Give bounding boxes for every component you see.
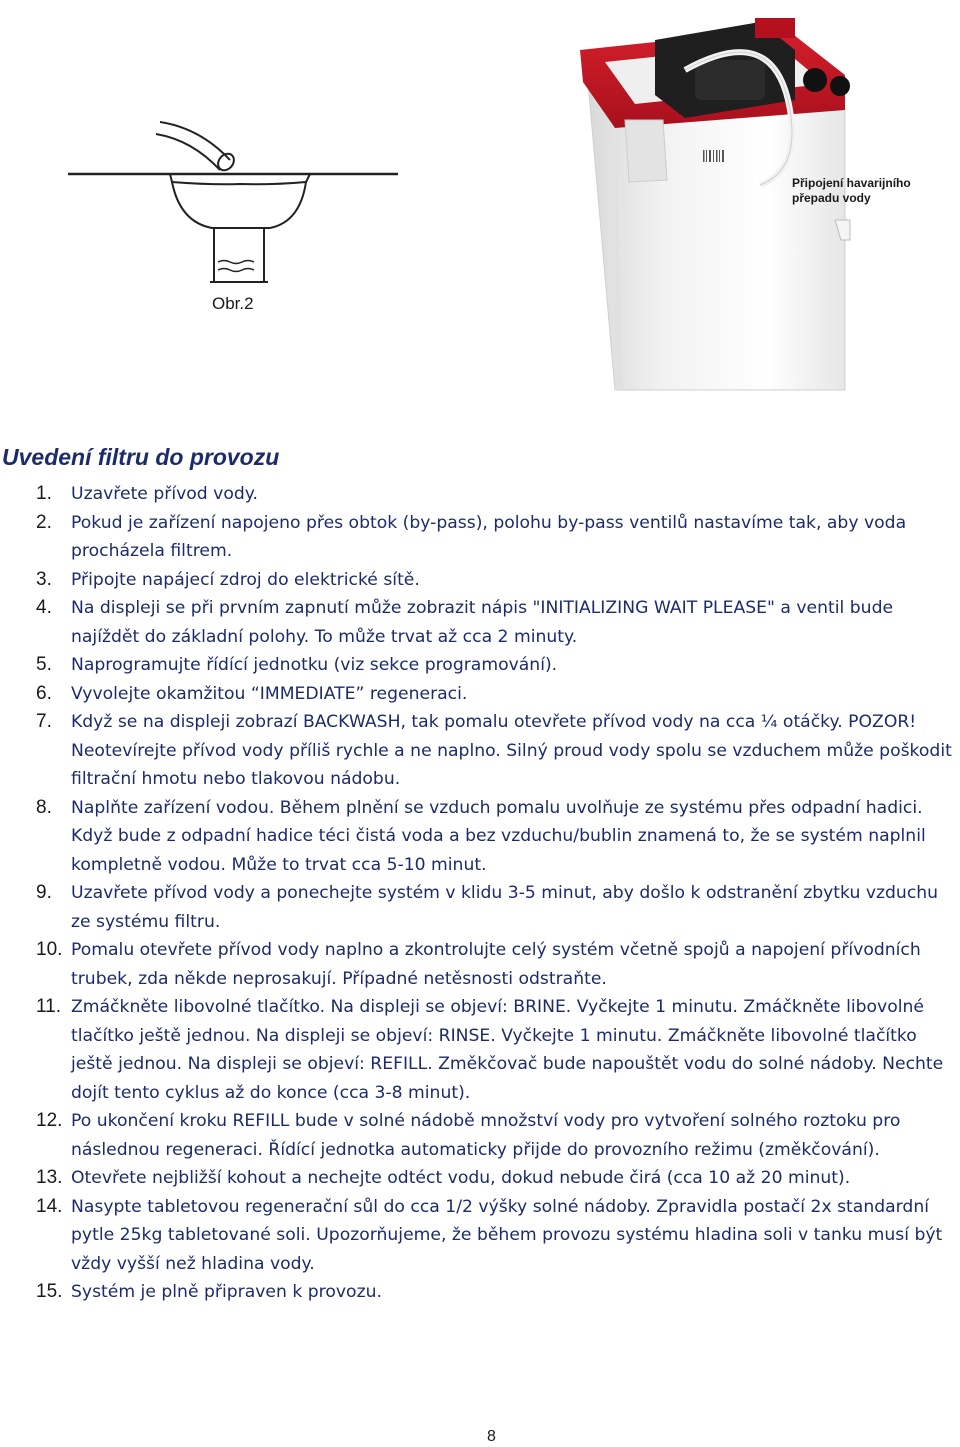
list-item	[0, 594, 960, 651]
step-text: Na displeji se při prvním zapnutí může zobrazit nápis "INITIALIZING WAIT PLEASE" a ventil bude najíždět do základní polohy. To může trvat až cca 2 minuty.	[71, 598, 894, 647]
list-item	[0, 680, 960, 709]
step-text: Naplňte zařízení vodou. Během plnění se vzduch pomalu uvolňuje ze systému přes odpadní hadici. Když bude z odpadní hadice téci čistá voda a bez vzduchu/bublin znamená to, že se systém naplnil kompletně vodou. Může to trvat cca 5-10 minut.	[71, 797, 926, 875]
list-item	[0, 1164, 960, 1193]
step-text: Připojte napájecí zdroj do elektrické sítě.	[71, 569, 420, 590]
step-text: Uzavřete přívod vody a ponechejte systém v klidu 3-5 minut, aby došlo k odstranění zbytku vzduchu ze systému filtru.	[71, 883, 939, 932]
step-number: 10.	[36, 939, 63, 960]
section-title: Uvedení filtru do provozu	[2, 444, 280, 470]
list-item	[0, 936, 960, 993]
step-text: Vyvolejte okamžitou “IMMEDIATE” regeneraci.	[71, 683, 468, 704]
step-number: 7.	[36, 711, 52, 732]
step-number: 9.	[36, 882, 52, 903]
step-number: 3.	[36, 568, 52, 590]
list-item	[0, 1193, 960, 1279]
step-number: 2.	[36, 511, 52, 533]
page-number: 8	[487, 1428, 496, 1445]
list-item	[0, 794, 960, 880]
step-text: Zmáčkněte libovolné tlačítko. Na displeji se objeví: BRINE. Vyčkejte 1 minutu. Zmáčkněte libovolné tlačítko ještě jednou. Na displeji se objeví: RINSE. Vyčkejte 1 minutu. Zmáčkněte libovolné tlačítko ještě jednou. Na displeji se objeví: REFILL. Změkčovač bude napouštět vodu do solné nádoby. Nechte dojít tento cyklus až do konce (cca 3-8 minut).	[71, 997, 944, 1103]
figure-caption: Obr.2	[212, 294, 254, 313]
list-item	[0, 480, 960, 509]
step-number: 8.	[36, 796, 52, 818]
list-item	[0, 1278, 960, 1307]
step-text: Uzavřete přívod vody.	[71, 484, 258, 504]
list-item	[0, 993, 960, 1107]
step-number: 4.	[36, 597, 52, 618]
startup-steps-list	[0, 480, 960, 1307]
step-number: 1.	[36, 483, 52, 504]
list-item	[0, 879, 960, 936]
step-text: Když se na displeji zobrazí BACKWASH, tak pomalu otevřete přívod vody na cca ¼ otáčky. POZOR! Neotevírejte přívod vody příliš rychle a ne naplno. Silný proud vody spolu se vzduchem může poškodit filtrační hmotu nebo tlakovou nádobu.	[71, 712, 952, 789]
step-text: Po ukončení kroku REFILL bude v solné nádobě množství vody pro vytvoření solného roztoku pro následnou regeneraci. Řídící jednotka automaticky přijde do provozního režimu (změkčování).	[71, 1111, 901, 1160]
step-text: Pokud je zařízení napojeno přes obtok (by-pass), polohu by-pass ventilů nastavíme tak, aby voda procházela filtrem.	[71, 512, 907, 561]
step-text: Nasypte tabletovou regenerační sůl do cca 1/2 výšky solné nádoby. Zpravidla postačí 2x standardní pytle 25kg tabletované soli. Upozorňujeme, že během provozu systému hladina soli v tanku musí být vždy vyšší než hladina vody.	[71, 1196, 943, 1274]
step-number: 11.	[36, 996, 62, 1017]
list-item	[0, 1107, 960, 1164]
list-item	[0, 509, 960, 566]
step-number: 15.	[36, 1281, 63, 1302]
step-number: 14.	[36, 1195, 63, 1217]
step-number: 13.	[36, 1167, 63, 1188]
step-text: Pomalu otevřete přívod vody naplno a zkontrolujte celý systém včetně spojů a napojení přívodních trubek, zda někde neprosakují. Případné netěsnosti odstraňte.	[71, 940, 921, 989]
step-text: Naprogramujte řídící jednotku (viz sekce programování).	[71, 655, 558, 675]
step-text: Otevřete nejbližší kohout a nechejte odtéct vodu, dokud nebude čirá (cca 10 až 20 minut).	[71, 1168, 851, 1188]
step-text: Systém je plně připraven k provozu.	[71, 1282, 382, 1302]
list-item	[0, 708, 960, 794]
step-number: 12.	[36, 1110, 63, 1131]
step-number: 5.	[36, 654, 52, 675]
step-number: 6.	[36, 682, 52, 704]
overflow-connection-label: Připojení havarijního přepadu vody	[792, 176, 911, 205]
list-item	[0, 651, 960, 680]
list-item	[0, 566, 960, 595]
